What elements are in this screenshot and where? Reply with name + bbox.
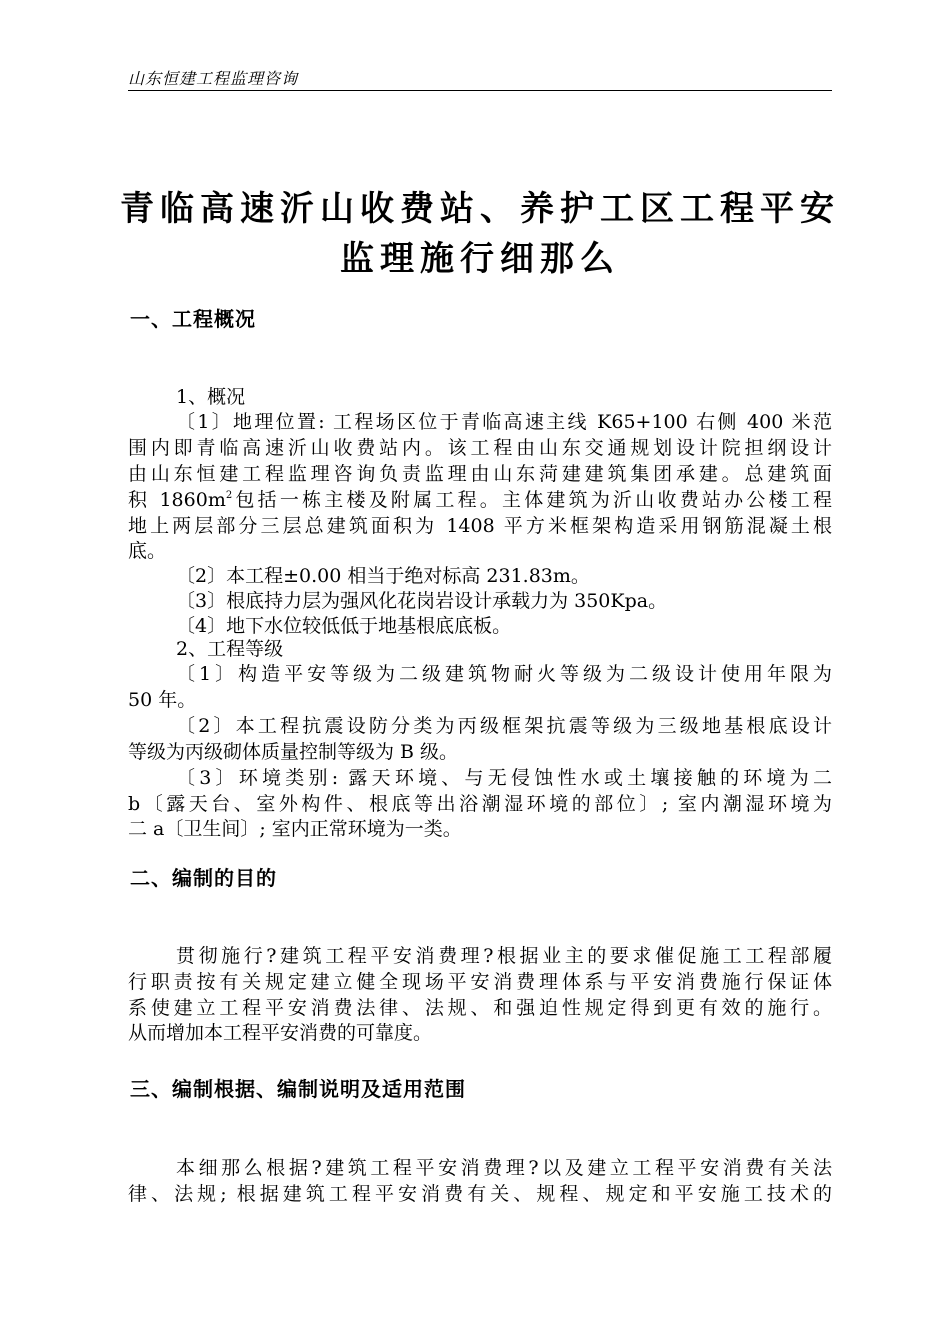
section-heading-3: 三、编制根据、编制说明及适用范围 — [130, 1077, 466, 1101]
subheading-overview: 1、概况 — [176, 386, 246, 408]
paragraph-line: 〔3〕根底持力层为强风化花岗岩设计承载力为 350Kpa。 — [176, 590, 668, 612]
document-title-line-1: 青临高速沂山收费站、养护工区工程平安 — [120, 189, 840, 229]
paragraph-line: 〔1〕地理位置: 工程场区位于青临高速主线 K65+100 右侧 400 米范 — [176, 411, 832, 433]
paragraph-line: 本细那么根据?建筑工程平安消费理?以及建立工程平安消费有关法 — [176, 1157, 832, 1179]
paragraph-line: 由山东恒建工程监理咨询负责监理由山东菏建建筑集团承建。总建筑面 — [128, 463, 832, 485]
section-heading-2: 二、编制的目的 — [130, 866, 277, 890]
paragraph-line: 律、法规; 根据建筑工程平安消费有关、规程、规定和平安施工技术的 — [128, 1183, 832, 1205]
paragraph-line: 50 年。 — [128, 689, 197, 711]
paragraph-line: 行职责按有关规定建立健全现场平安消费理体系与平安消费施行保证体 — [128, 971, 832, 993]
paragraph-line — [128, 488, 832, 512]
paragraph-line: 等级为丙级砌体质量控制等级为 B 级。 — [128, 741, 459, 763]
page-header — [128, 64, 832, 91]
area-value: 积 1860m — [128, 489, 226, 511]
subheading-grade: 2、工程等级 — [176, 638, 284, 660]
paragraph-line: 〔2〕本工程抗震设防分类为丙级框架抗震等级为三级地基根底设计 — [176, 715, 832, 737]
header-company-name: 山东恒建工程监理咨询 — [128, 69, 299, 88]
paragraph-line-rest: 包括一栋主楼及附属工程。主体建筑为沂山收费站办公楼工程 — [232, 489, 832, 511]
paragraph-line: 〔1〕构造平安等级为二级建筑物耐火等级为二级设计使用年限为 — [176, 663, 832, 685]
paragraph-line: 地上两层部分三层总建筑面积为 1408 平方米框架构造采用钢筋混凝土根 — [128, 515, 832, 537]
paragraph-line: 〔4〕地下水位较低低于地基根底底板。 — [176, 615, 512, 637]
section-heading-1: 一、工程概况 — [130, 307, 256, 331]
paragraph-line: 〔3〕环境类别: 露天环境、与无侵蚀性水或土壤接触的环境为二 — [176, 767, 832, 789]
area-unit-superscript: 2 — [225, 490, 233, 501]
paragraph-line: 从而增加本工程平安消费的可靠度。 — [128, 1022, 433, 1044]
paragraph-line: 底。 — [128, 540, 167, 562]
paragraph-line: 系使建立工程平安消费法律、法规、和强迫性规定得到更有效的施行。 — [128, 997, 832, 1019]
paragraph-line: 贯彻施行?建筑工程平安消费理?根据业主的要求催促施工工程部履 — [176, 945, 832, 967]
paragraph-line: 〔2〕本工程±0.00 相当于绝对标高 231.83m。 — [176, 565, 590, 587]
paragraph-line: 围内即青临高速沂山收费站内。该工程由山东交通规划设计院担纲设计 — [128, 437, 832, 459]
paragraph-line: 二 a〔卫生间〕; 室内正常环境为一类。 — [128, 818, 462, 840]
paragraph-line: b〔露天台、室外构件、根底等出浴潮湿环境的部位〕; 室内潮湿环境为 — [128, 793, 832, 815]
document-title-line-2: 监理施行细那么 — [340, 239, 620, 279]
